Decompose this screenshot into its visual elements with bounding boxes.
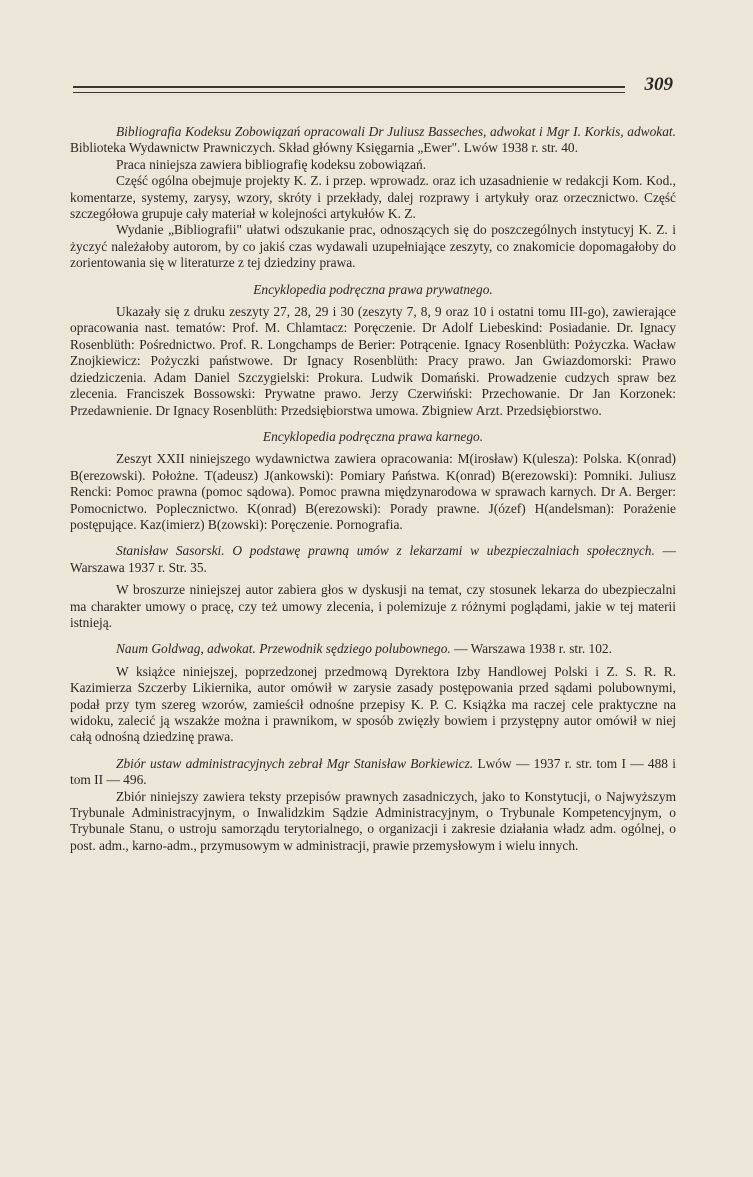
entry-goldwag bbox=[70, 641, 676, 745]
entry-encyklopedia-prywatnego bbox=[70, 282, 676, 419]
entry-zbior bbox=[70, 756, 676, 854]
paragraph: Ukazały się z druku zeszyty 27, 28, 29 i 30 (zeszyty 7, 8, 9 oraz 10 i ostatni tomu III-go), zawierające opracowania nast. tematów: Prof. M. Chlamtacz: Poręczenie. Dr Adolf Liebeskind: Posiadanie. Dr. Ignacy Rosenblüth: Pośrednictwo. Prof. R. Longchamps de Berier: Potrącenie. Ignacy Rosenblüth: Pożyczka. Wacław Znojkiewicz: Pożyczki państwowe. Dr Ignacy Rosenblüth: Pracy prawo. Jan Gwiazdomorski: Prawo dziedziczenia. Adam Daniel Szczygielski: Prokura. Ludwik Domański. Prowadzenie cudzych spraw bez zlecenia. Franciszek Bossowski: Prywatne prawo. Jerzy Czerwiński: Przechowanie. Dr Jan Korzonek: Przedawnienie. Dr Ignacy Rosenblüth: Przedsiębiorstwa umowa. Zbigniew Arzt. Przedsiębiorstwo. bbox=[70, 304, 676, 418]
entry-encyklopedia-karnego bbox=[70, 429, 676, 533]
header-rule bbox=[73, 86, 625, 88]
entry-sasorski bbox=[70, 543, 676, 631]
entry-heading: Stanisław Sasorski. O podstawę prawną umów z lekarzami w ubezpieczalniach społecznych. — Warszawa 1937 r. Str. 35. bbox=[70, 543, 676, 575]
paragraph: Część ogólna obejmuje projekty K. Z. i przep. wprowadz. oraz ich uzasadnienie w redakcji Kom. Kod., komentarze, systemy, zarysy, wzory, skróty i przekłady, dalej rozprawy i artykuły oraz orzecznictwo. Część szczegółowa grupuje cały materiał w kolejności artykułów K. Z. bbox=[70, 173, 676, 222]
entry-heading: Zbiór ustaw administracyjnych zebrał Mgr Stanisław Borkiewicz. Lwów — 1937 r. str. tom I — 488 i tom II — 496. bbox=[70, 755, 676, 788]
section-title: Encyklopedia podręczna prawa prywatnego. bbox=[253, 281, 493, 297]
entry-heading: Naum Goldwag, adwokat. Przewodnik sędziego polubownego. — Warszawa 1938 r. str. 102. bbox=[116, 641, 612, 657]
paragraph: Zeszyt XXII niniejszego wydawnictwa zawiera opracowania: M(irosław) K(ulesza): Polska. K(onrad) B(erezowski). Położne. T(adeusz) J(ankowski): Pomiary Państwa. K(onrad) B(erezowski): Pomniki. Juliusz Rencki: Pomoc prawna (pomoc sądowa). Pomoc prawna międzynarodowa w sprawach karnych. Dr A. Berger: Pomocnictwo. Poplecznictwo. K(onrad) B(erezowski): Porady prawne. J(ózef) H(andelsman): Porażenie postępujące. Kaz(imierz) B(zowski): Poręczenie. Pornografia. bbox=[70, 451, 676, 532]
paragraph: Wydanie „Bibliografii" ułatwi odszukanie prac, odnoszących się do poszczególnych instytucyj K. Z. i życzyć należałoby autorom, by co jakiś czas wydawali uzupełniające zeszyty, co znakomicie dopomagałoby do zorientowania się w literaturze z tej dziedziny prawa. bbox=[70, 222, 676, 271]
entry-heading: Bibliografia Kodeksu Zobowiązań opracowali Dr Juliusz Basseches, adwokat i Mgr I. Korkis, adwokat. Biblioteka Wydawnictw Prawniczych. Skład główny Księgarnia „Ewer". Lwów 1938 r. str. 40. bbox=[70, 124, 676, 156]
page-number: 309 bbox=[644, 74, 673, 95]
header-rule-thin bbox=[73, 92, 625, 93]
paragraph: W broszurze niniejszej autor zabiera głos w dyskusji na temat, czy stosunek lekarza do ubezpieczalni ma charakter umowy o pracę, czy też umowy zlecenia, i polemizuje z różnymi poglądami, jakie w tej materii istnieją. bbox=[70, 582, 676, 630]
page-content bbox=[70, 124, 676, 854]
paragraph: Praca niniejsza zawiera bibliografię kodeksu zobowiązań. bbox=[116, 156, 427, 172]
paragraph: W książce niniejszej, poprzedzonej przedmową Dyrektora Izby Handlowej Polski i Z. S. R. R. Kazimierza Szczerby Likiernika, autor omówił w zarysie zasady postępowania przed sądami polubownymi, podał przy tym szereg wzorów, zamieścił odnośne przepisy K. P. C. Książka ma raczej cele praktyczne na widoku, zalecić ją wszakże można i prawnikom, w sposób zwięzły bowiem i przystępny autor omówił w niej całą odnośną dziedzinę prawa. bbox=[70, 663, 676, 745]
paragraph: Zbiór niniejszy zawiera teksty przepisów prawnych zasadniczych, jako to Konstytucji, o Najwyższym Trybunale Administracyjnym, o Inwalidzkim Sądzie Administracyjnym, o Trybunale Kompetencyjnym, o Trybunale Stanu, o ustroju samorządu terytorialnego, o organizacji i zakresie działania władz adm. ogólnej, o post. adm., karno-adm., przymusowym w administracji, prawie przemysłowym i wielu innych. bbox=[70, 788, 676, 853]
entry-bibliografia bbox=[70, 124, 676, 272]
section-title: Encyklopedia podręczna prawa karnego. bbox=[262, 428, 484, 444]
